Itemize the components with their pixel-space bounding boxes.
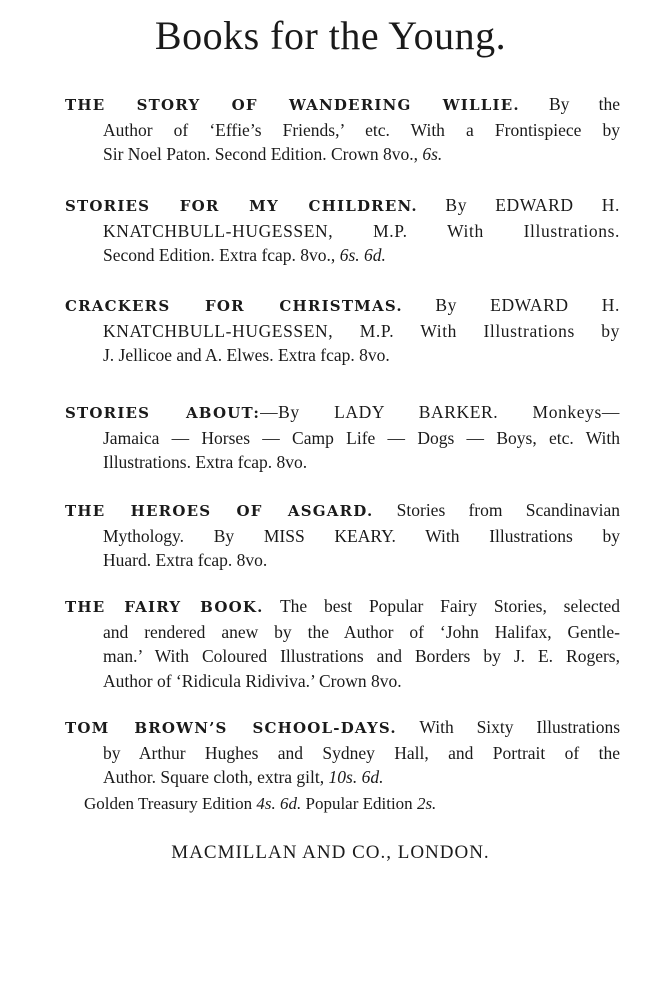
edition-label: Popular Edition [305, 794, 413, 813]
entry-first-line [65, 498, 620, 524]
entry-text: By the [549, 94, 621, 114]
entry-text: Author. Square cloth, extra gilt, [103, 767, 325, 787]
entry-last-line [65, 765, 620, 790]
entry-line: by Arthur Hughes and Sydney Hall, and Portrait of the [103, 742, 620, 763]
entry-line: man.’ With Coloured Illustrations and Borders by J. E. Rogers, [103, 646, 620, 666]
entry-first-line [65, 293, 620, 319]
entry-last-line [65, 142, 620, 167]
book-entry-stories-about [65, 400, 620, 475]
entry-line: and rendered anew by the Author of ‘John Halifax, Gentle- [103, 621, 620, 642]
entry-first-line [65, 193, 620, 219]
price: 4s. 6d. [256, 794, 302, 813]
entry-last-line [65, 243, 620, 268]
publisher-imprint: MACMILLAN AND CO., LONDON. [171, 842, 490, 863]
entry-text: Sir Noel Paton. Second Edition. Crown 8vo., [103, 144, 418, 164]
entry-last-line: Huard. Extra fcap. 8vo. [103, 550, 268, 570]
entry-text: —By LADY BARKER. Monkeys— [260, 402, 620, 422]
entry-last-line: Illustrations. Extra fcap. 8vo. [103, 452, 308, 472]
entry-line: Mythology. By MISS KEARY. With Illustrations by [103, 525, 620, 546]
entry-last-line: Author of ‘Ridicula Ridiviva.’ Crown 8vo. [103, 670, 402, 691]
book-entry-crackers-for-christmas [65, 293, 620, 368]
book-entry-stories-for-my-children [65, 193, 620, 268]
entry-line: Jamaica — Horses — Camp Life — Dogs — Boys, etc. With [103, 427, 620, 448]
book-entry-fairy-book [65, 594, 620, 693]
edition-label: Golden Treasury Edition [84, 794, 253, 813]
page-title: Books for the Young. [154, 13, 507, 58]
price: 6s. 6d. [339, 245, 386, 265]
book-entry-wandering-willie [65, 92, 620, 167]
book-title: THE FAIRY BOOK. [65, 598, 264, 616]
entry-text: With Sixty Illustrations [419, 717, 621, 737]
entry-text: Second Edition. Extra fcap. 8vo., [103, 245, 336, 265]
price: 6s. [422, 144, 443, 164]
entry-line: KNATCHBULL-HUGESSEN, M.P. With Illustrations by [103, 320, 620, 341]
entry-first-line [65, 594, 620, 620]
book-title: STORIES ABOUT: [65, 404, 261, 422]
entry-first-line [65, 715, 620, 741]
entry-first-line [65, 400, 620, 426]
price: 2s. [416, 794, 437, 813]
book-title: STORIES FOR MY CHILDREN. [65, 197, 418, 215]
book-entry-tom-browns-school-days [65, 715, 620, 790]
edition-prices [84, 792, 436, 816]
entry-first-line [65, 92, 620, 118]
book-title: TOM BROWN’S SCHOOL-DAYS. [65, 719, 397, 737]
entry-text: Stories from Scandinavian [396, 500, 621, 520]
book-title: CRACKERS FOR CHRISTMAS. [65, 297, 403, 315]
book-entry-heroes-of-asgard [65, 498, 620, 573]
book-title: THE HEROES OF ASGARD. [65, 502, 374, 520]
entry-line: KNATCHBULL-HUGESSEN, M.P. With Illustrations. [103, 220, 620, 241]
price: 10s. 6d. [328, 767, 384, 787]
entry-text: The best Popular Fairy Stories, selected [279, 596, 620, 616]
entry-last-line: J. Jellicoe and A. Elwes. Extra fcap. 8vo. [103, 345, 390, 365]
entry-line: Author of ‘Effie’s Friends,’ etc. With a Frontispiece by [103, 119, 620, 140]
book-title: THE STORY OF WANDERING WILLIE. [65, 96, 520, 114]
entry-text: By EDWARD H. [445, 195, 621, 215]
entry-text: By EDWARD H. [435, 295, 621, 315]
